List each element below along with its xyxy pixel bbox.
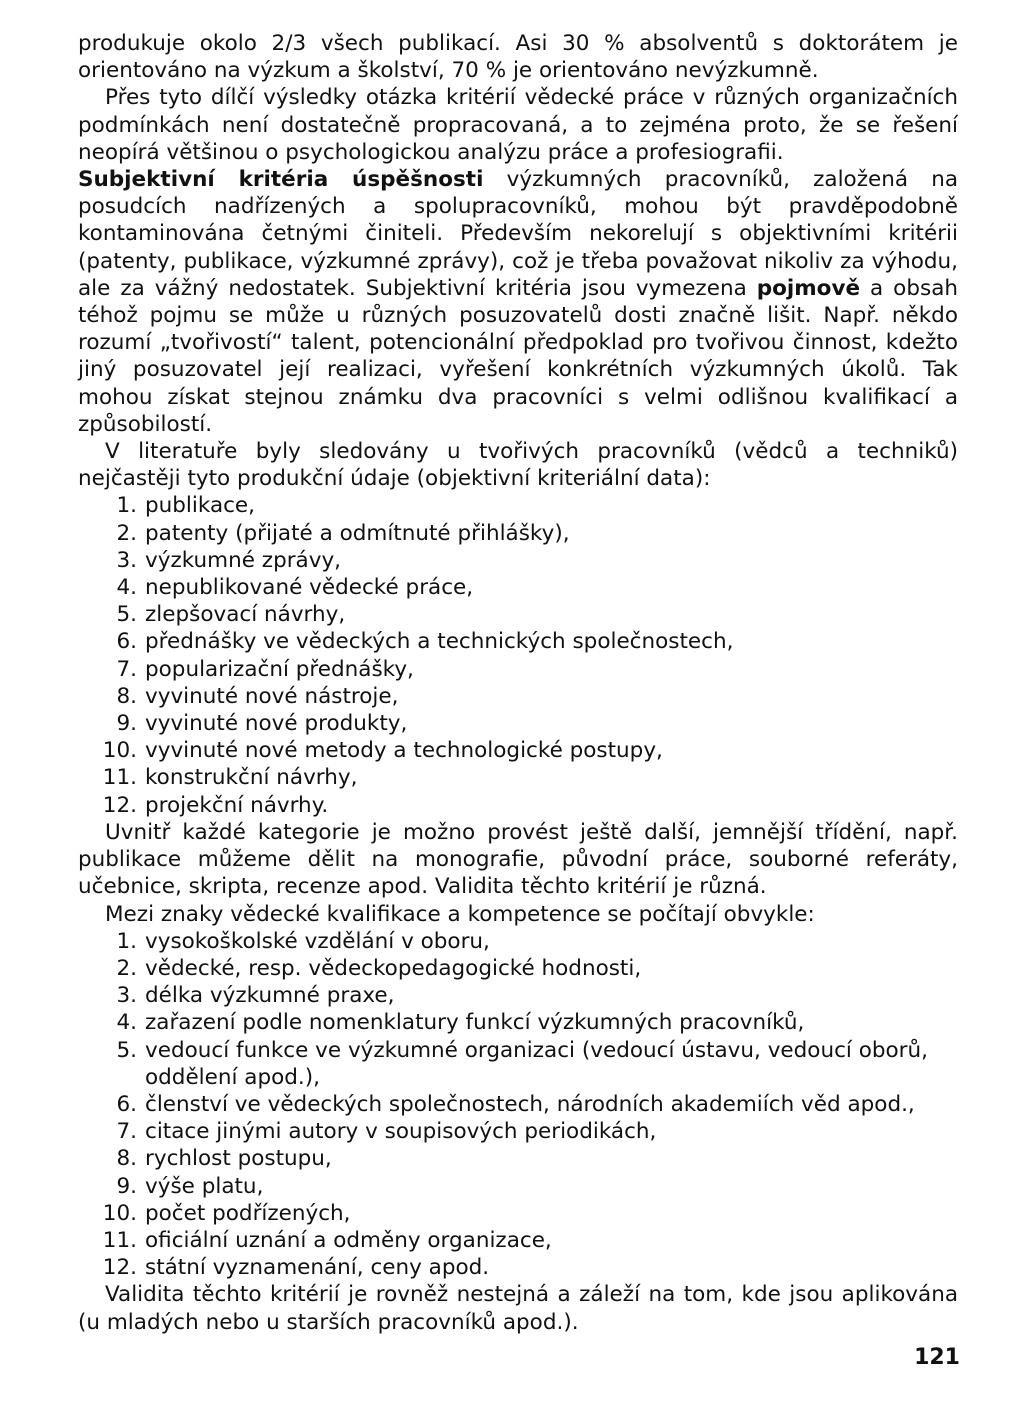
list-item-text: publikace,: [145, 493, 255, 519]
list-item-number: 7.: [116, 656, 137, 682]
list-item: [78, 1254, 958, 1281]
list-item-text: přednášky ve vědeckých a technických společnostech,: [145, 629, 734, 655]
list-item: [78, 764, 958, 791]
paragraph-validity-text: Validita těchto kritérií je rovněž nestejná a záleží na tom, kde jsou aplikována (u mladých nebo u starších pracovníků apod.).: [78, 1282, 958, 1335]
list-item-number: 12.: [102, 1255, 137, 1281]
page-number: 121: [914, 1345, 960, 1370]
list-item-number: 2.: [116, 955, 137, 981]
list-item-text: popularizační přednášky,: [145, 656, 414, 682]
list-item: [78, 492, 958, 519]
list-item-number: 7.: [116, 1119, 137, 1145]
term-subjective-criteria: Subjektivní kritéria úspěšnosti: [78, 167, 484, 193]
list-item-text: patenty (přijaté a odmítnuté přihlášky),: [145, 520, 570, 546]
list-item-text: členství ve vědeckých společnostech, národních akademiích věd apod.,: [145, 1091, 915, 1117]
list-item-number: 4.: [116, 575, 137, 601]
list-item: [78, 547, 958, 574]
list-item-number: 5.: [116, 1037, 137, 1063]
list-item-number: 8.: [116, 683, 137, 709]
list-item: [78, 792, 958, 819]
list-item-text: projekční návrhy.: [145, 792, 329, 818]
list-item: [78, 601, 958, 628]
qualification-signs-list: [78, 928, 958, 1282]
list-item: [78, 628, 958, 655]
list-item: [78, 737, 958, 764]
list-item-text: státní vyznamenání, ceny apod.: [145, 1255, 490, 1281]
list-item-text: vyvinuté nové metody a technologické postupy,: [145, 738, 663, 764]
list-item: [78, 1200, 958, 1227]
paragraph-categories-text: Uvnitř každé kategorie je možno provést ještě další, jemnější třídění, např. publikace můžeme dělit na monografie, původní práce, souborné referáty, učebnice, skripta, recenze apod. Validita těchto kritérií je různá.: [78, 819, 958, 900]
list-item-text: nepublikované vědecké práce,: [145, 575, 474, 601]
list-item-number: 12.: [102, 792, 137, 818]
list-item-number: 6.: [116, 1091, 137, 1117]
list-item: [78, 656, 958, 683]
list-item-number: 10.: [102, 738, 137, 764]
list-item: [78, 1145, 958, 1172]
paragraph-literature-text: V literatuře byly sledovány u tvořivých pracovníků (vědců a techniků) nejčastěji tyto produkční údaje (objektivní kriteriální data):: [78, 439, 958, 492]
list-item-text: oficiální uznání a odměny organizace,: [145, 1227, 552, 1253]
list-item: [78, 1091, 958, 1118]
list-item-number: 1.: [116, 928, 137, 954]
list-item: [78, 982, 958, 1009]
paragraph-subjective-criteria: [78, 166, 958, 438]
list-item-number: 1.: [116, 493, 137, 519]
paragraph-subjective-text-b: a obsah téhož pojmu se může u různých posuzovatelů dosti značně lišit. Např. někdo rozumí „tvořivostí“ talent, potencionální předpoklad pro tvořivou činnost, kdežto jiný posuzovatel její realizaci, vyřešení konkrétních výzkumných úkolů. Tak mohou získat stejnou známku dva pracovníci s velmi odlišnou kvalifikací a způsobilostí.: [78, 275, 958, 437]
list-item-number: 8.: [116, 1146, 137, 1172]
list-item-text: zlepšovací návrhy,: [145, 602, 346, 628]
list-item-text: citace jinými autory v soupisových periodikách,: [145, 1119, 657, 1145]
list-item-text: rychlost postupu,: [145, 1146, 332, 1172]
list-item-number: 6.: [116, 629, 137, 655]
list-item: [78, 1173, 958, 1200]
list-item-number: 11.: [102, 1227, 137, 1253]
list-item-number: 4.: [116, 1010, 137, 1036]
production-data-list: [78, 492, 958, 818]
list-item-number: 3.: [116, 547, 137, 573]
list-item-number: 9.: [116, 1173, 137, 1199]
list-item: [78, 520, 958, 547]
paragraph-intro-text: produkuje okolo 2/3 všech publikací. Asi 30 % absolventů s doktorátem je orientováno na výzkum a školství, 70 % je orientováno nevýzkumně.: [78, 31, 958, 84]
paragraph-subjective-text-a: výzkumných pracovníků, založená na posudcích nadřízených a spolupracovníků, mohou být pravděpodobně kontaminována četnými činiteli. Především nekorelují s objektivními kritérii (patenty, publikace, výzkumné zprávy), což je třeba považovat nikoliv za výhodu, ale za vážný nedostatek. Subjektivní kritéria jsou vymezena: [78, 167, 958, 301]
paragraph-qualification: [78, 901, 958, 928]
list-item: [78, 1118, 958, 1145]
page-body: [78, 30, 958, 1336]
list-item: [78, 574, 958, 601]
list-item-text: výše platu,: [145, 1173, 264, 1199]
list-item: [78, 1227, 958, 1254]
list-item-text: vědecké, resp. vědeckopedagogické hodnosti,: [145, 955, 642, 981]
list-item-number: 9.: [116, 711, 137, 737]
paragraph-criteria: [78, 84, 958, 166]
list-item-text: vyvinuté nové produkty,: [145, 711, 408, 737]
list-item: [78, 683, 958, 710]
list-item-number: 2.: [116, 520, 137, 546]
list-item-number: 3.: [116, 983, 137, 1009]
list-item: [78, 955, 958, 982]
list-item-text: počet podřízených,: [145, 1200, 351, 1226]
list-item-text: vedoucí funkce ve výzkumné organizaci (vedoucí ústavu, vedoucí oborů, oddělení apod.),: [145, 1037, 928, 1090]
list-item-text: délka výzkumné praxe,: [145, 983, 395, 1009]
paragraph-categories: [78, 819, 958, 901]
paragraph-literature: [78, 438, 958, 492]
list-item-number: 11.: [102, 765, 137, 791]
paragraph-qualification-text: Mezi znaky vědecké kvalifikace a kompetence se počítají obvykle:: [105, 901, 815, 927]
list-item-number: 5.: [116, 602, 137, 628]
list-item-text: vysokoškolské vzdělání v oboru,: [145, 928, 490, 954]
list-item-text: zařazení podle nomenklatury funkcí výzkumných pracovníků,: [145, 1010, 805, 1036]
term-pojmove: pojmově: [756, 275, 861, 301]
list-item-text: výzkumné zprávy,: [145, 547, 342, 573]
list-item-text: vyvinuté nové nástroje,: [145, 683, 399, 709]
list-item: [78, 1037, 958, 1091]
list-item-number: 10.: [102, 1200, 137, 1226]
paragraph-validity: [78, 1281, 958, 1335]
list-item: [78, 1009, 958, 1036]
list-item-text: konstrukční návrhy,: [145, 765, 358, 791]
list-item: [78, 928, 958, 955]
list-item: [78, 710, 958, 737]
paragraph-intro: [78, 30, 958, 84]
paragraph-criteria-text: Přes tyto dílčí výsledky otázka kritérií vědecké práce v různých organizačních podmínkách není dostatečně propracovaná, a to zejména proto, že se řešení neopírá většinou o psychologickou analýzu práce a profesiografii.: [78, 85, 958, 165]
